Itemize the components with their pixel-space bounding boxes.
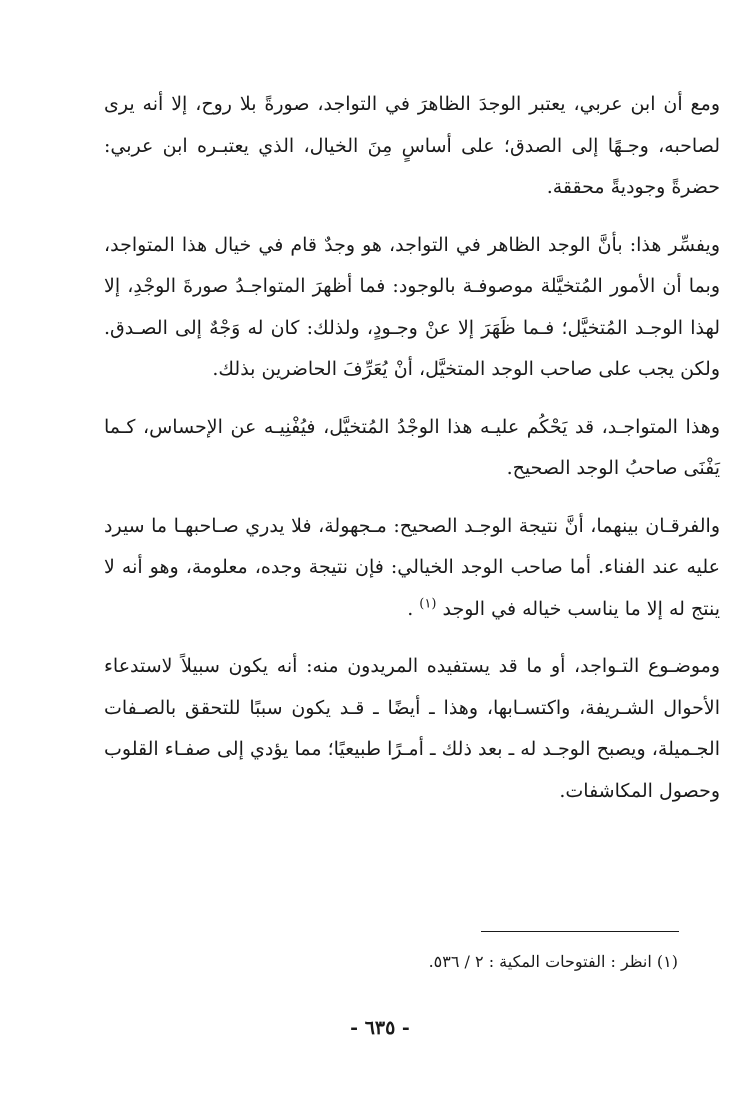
paragraph-5-text: وموضـوع التـواجد، أو ما قد يستفيده المريدون منه: أنه يكون سبيلاً لاستدعاء الأحوال الشـريفة، واكتسـابها، وهذا ـ أيضًا ـ قـد يكون سببًا للتحقق بالصـفات الجـميلة، ويصبح الوجـد له ـ بعد ذلك ـ أمـرًا طبيعيًا؛ مما يؤدي إلى صفـاء القلوب وحصول المكاشفات. (104, 655, 720, 802)
paragraph-4 (104, 506, 720, 631)
main-text-block (104, 84, 720, 828)
paragraph-4-text: والفرقـان بينهما، أنَّ نتيجة الوجـد الصحيح: مـجهولة، فلا يدري صـاحبهـا ما سيرد عليه عند الفناء. أما صاحب الوجد الخيالي: فإن نتيجة وجده، معلومة، وهو أنه لا ينتج له إلا ما يناسب خياله في الوجد (104, 514, 720, 620)
footnote: (١) انظر : الفتوحات المكية : ٢ / ٥٣٦. (428, 952, 678, 971)
paragraph-3-text: وهذا المتواجـد، قد يَحْكُم عليـه هذا الوجْدُ المُتخيَّل، فيُفْنِيـه عن الإحساس، كـما يَفْنَى صاحبُ الوجد الصحيح. (104, 415, 720, 479)
paragraph-1 (104, 84, 720, 209)
paragraph-5 (104, 646, 720, 812)
paragraph-1-text: ومع أن ابن عربي، يعتبر الوجدَ الظاهرَ في التواجد، صورةً بلا روح، إلا أنه يرى لصاحبه، وجـهًا إلى الصدق؛ على أساسٍ مِنَ الخيال، الذي يعتبـره ابن عربي: حضرةً وجوديةً محققة. (104, 93, 720, 198)
footnote-divider (481, 931, 679, 932)
paragraph-3 (104, 407, 720, 490)
paragraph-4-tail: . (407, 597, 414, 620)
paragraph-2-text: ويفسِّر هذا: بأنَّ الوجد الظاهر في التواجد، هو وجدٌ قام في خيال هذا المتواجد، وبما أن الأمور المُتخيَّلة موصوفـة بالوجود: فما أظهرَ المتواجـدُ صورةَ الوجْدِ، إلا لهذا الوجـد المُتخيَّل؛ فـما ظَهَرَ إلا عنْ وجـودٍ، ولذلك: كان له وَجْهٌ إلى الصـدق. ولكن يجب على صاحب الوجد المتخيَّل، أنْ يُعَرِّفَ الحاضرين بذلك. (104, 233, 720, 380)
footnote-reference: (١) (419, 596, 437, 612)
page-number: - ٦٣٥ - (350, 1017, 410, 1039)
paragraph-2 (104, 225, 720, 391)
